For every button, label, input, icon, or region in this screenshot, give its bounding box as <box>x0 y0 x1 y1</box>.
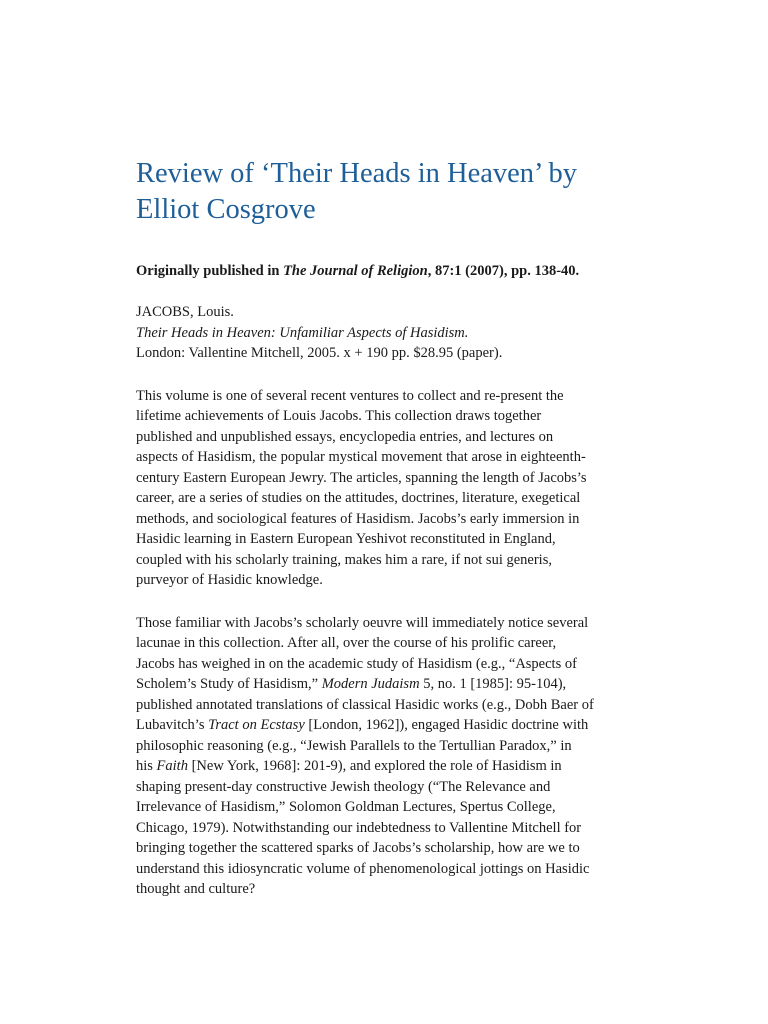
pubinfo-suffix: , 87:1 (2007), pp. 138-40. <box>427 263 580 279</box>
text-line: philosophic reasoning (e.g., “Jewish Parallels to the Tertullian Paradox,” in <box>136 737 572 754</box>
journal-name: The Journal of Religion <box>283 263 428 279</box>
text-line <box>136 674 636 695</box>
citation-line-1 <box>136 302 636 343</box>
text-segment: [New York, 1968]: 201-9), and explored the role of Hasidism in <box>187 758 562 774</box>
text-line: coupled with his scholarly training, makes him a rare, if not sui generis, <box>136 551 552 568</box>
paragraph-1 <box>136 386 636 591</box>
publication-info <box>136 263 636 280</box>
text-line: aspects of Hasidism, the popular mystical movement that arose in eighteenth- <box>136 449 586 465</box>
text-line: lacunae in this collection. After all, over the course of his prolific career, <box>136 635 557 651</box>
text-segment: his <box>136 758 157 774</box>
text-segment: Scholem’s Study of Hasidism,” <box>136 676 322 692</box>
citation-line-2: London: Vallentine Mitchell, 2005. x + 190 pp. $28.95 (paper). <box>136 345 503 361</box>
text-line: career, are a series of studies on the attitudes, doctrines, literature, exegetical <box>136 490 581 506</box>
citation-author: JACOBS, Louis. <box>136 304 234 320</box>
text-segment: [London, 1962]), engaged Hasidic doctrine with <box>304 717 589 733</box>
book-title: Faith <box>156 758 188 774</box>
text-line: published and unpublished essays, encyclopedia entries, and lectures on <box>136 428 554 445</box>
text-line: purveyor of Hasidic knowledge. <box>136 572 323 588</box>
text-line: understand this idiosyncratic volume of phenomenological jottings on Hasidic <box>136 860 590 877</box>
title-line-1: Review of ‘Their Heads in Heaven’ by <box>136 158 578 189</box>
text-line: Those familiar with Jacobs’s scholarly oeuvre will immediately notice several <box>136 614 589 631</box>
text-line: shaping present-day constructive Jewish theology (“The Relevance and <box>136 778 551 795</box>
journal-title: Modern Judaism <box>321 676 420 692</box>
text-line: lifetime achievements of Louis Jacobs. This collection draws together <box>136 408 542 424</box>
text-segment: Lubavitch’s <box>136 717 209 733</box>
text-line: Hasidic learning in Eastern European Yeshivot reconstituted in England, <box>136 531 556 547</box>
article <box>136 156 636 900</box>
text-line: Jacobs has weighed in on the academic study of Hasidism (e.g., “Aspects of <box>136 655 577 672</box>
text-line: methods, and sociological features of Hasidism. Jacobs’s early immersion in <box>136 510 580 527</box>
text-line: bringing together the scattered sparks of Jacobs’s scholarship, how are we to <box>136 840 580 856</box>
text-line <box>136 756 636 777</box>
text-line <box>136 715 636 736</box>
pubinfo-prefix: Originally published in <box>136 263 284 279</box>
text-line: published annotated translations of classical Hasidic works (e.g., Dobh Baer of <box>136 696 594 713</box>
book-title: Tract on Ecstasy <box>208 717 305 733</box>
text-line: Irrelevance of Hasidism,” Solomon Goldman Lectures, Spertus College, <box>136 799 556 815</box>
article-title <box>136 156 636 228</box>
paragraph-2 <box>136 613 636 900</box>
text-line: This volume is one of several recent ventures to collect and re-present the <box>136 387 564 404</box>
text-line: Chicago, 1979). Notwithstanding our indebtedness to Vallentine Mitchell for <box>136 819 582 836</box>
citation-book-title: Their Heads in Heaven: Unfamiliar Aspects of Hasidism. <box>136 324 469 341</box>
text-line: thought and culture? <box>136 881 256 897</box>
title-line-2: Elliot Cosgrove <box>136 194 316 225</box>
text-segment: 5, no. 1 [1985]: 95-104), <box>419 676 567 692</box>
book-citation <box>136 302 636 364</box>
text-line: century Eastern European Jewry. The articles, spanning the length of Jacobs’s <box>136 469 587 486</box>
